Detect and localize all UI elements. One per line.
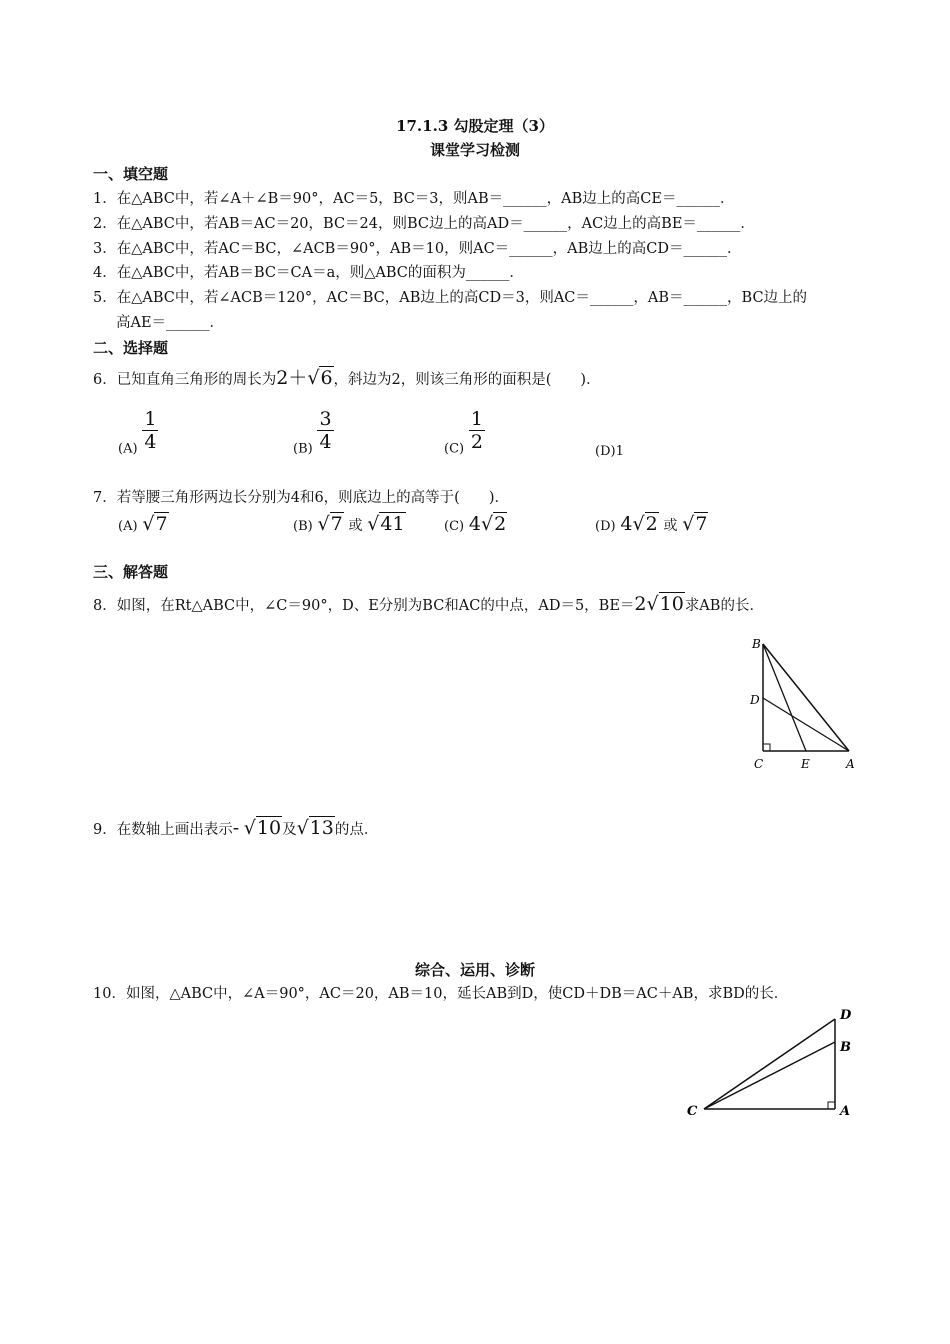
radicand: 10 (659, 593, 684, 615)
sqrt-expr: √7 (142, 513, 168, 535)
radicand: 13 (309, 817, 334, 839)
or-word: 或 (348, 518, 363, 534)
option-c[interactable] (444, 408, 485, 457)
option-label: (B) (293, 441, 313, 457)
triangle-figure-1 (740, 630, 870, 780)
question-text: 在△ABC中，若∠ACB＝120°，AC＝BC，AB边上的高CD＝3，则AC＝______，AB＝______，BC边上的 (116, 290, 808, 306)
label-c: C (687, 1104, 698, 1119)
sqrt-expr: √10 (243, 817, 282, 839)
sqrt-expr: √7 (317, 513, 343, 535)
denominator: 4 (144, 431, 157, 453)
option-c[interactable] (444, 512, 507, 539)
question-3 (93, 239, 742, 259)
sqrt-expr: √2 (480, 513, 507, 535)
right-angle-mark (763, 744, 770, 751)
option-a[interactable] (118, 512, 169, 539)
question-6 (93, 368, 601, 390)
label-e: E (801, 757, 810, 771)
numerator: 1 (470, 408, 483, 430)
question-text: 如图，在Rt△ABC中，∠C＝90°，D、E分别为BC和AC的中点，AD＝5，BE＝ (116, 598, 635, 614)
sqrt-expr: √7 (682, 513, 708, 535)
numerator: 3 (319, 408, 332, 430)
fraction (317, 408, 333, 453)
question-4 (93, 263, 524, 283)
radicand: 6 (320, 367, 333, 389)
coefficient: 4 (468, 513, 481, 535)
question-5 (93, 288, 807, 308)
option-label: (A) (118, 441, 138, 457)
question-number: 2． (93, 216, 117, 232)
option-b[interactable] (293, 408, 334, 457)
question-number: 4． (93, 265, 117, 281)
radicand: 2 (494, 513, 507, 535)
question-text-post: 求AB的长． (684, 598, 764, 614)
question-1 (93, 189, 734, 209)
radicand: 10 (256, 817, 282, 839)
question-number: 10． (93, 986, 126, 1002)
sqrt-expr: √10 (646, 593, 684, 615)
label-d: D (750, 693, 760, 707)
option-b[interactable] (293, 512, 406, 539)
coefficient: 4 (620, 513, 633, 535)
denominator: 2 (470, 431, 483, 453)
sqrt-expr: √6 (307, 367, 333, 389)
question-number: 7． (93, 490, 117, 506)
denominator: 4 (319, 431, 332, 453)
question-number: 5． (93, 290, 117, 306)
or-word: 或 (663, 518, 678, 534)
option-d[interactable] (595, 512, 708, 539)
question-text: 已知直角三角形的周长为 (116, 372, 277, 388)
segment-ba (763, 644, 849, 751)
question-text: 在△ABC中，若∠A＋∠B＝90°，AC＝5，BC＝3，则AB＝______，AB边上的高CE＝______． (116, 191, 735, 207)
option-d[interactable] (595, 442, 624, 462)
coefficient: 2 (634, 593, 647, 615)
expr-two-plus: 2＋ (276, 367, 308, 389)
option-label: (D) (595, 444, 616, 459)
question-text-mid: 及 (282, 822, 297, 838)
segment-cd (704, 1019, 835, 1109)
question-8 (93, 594, 764, 616)
label-a: A (840, 1104, 851, 1119)
question-text: 如图，△ABC中，∠A＝90°，AC＝20，AB＝10，延长AB到D，使CD＋DB＝AC＋AB，求BD的长． (125, 986, 789, 1002)
sqrt-expr: √13 (296, 817, 334, 839)
radicand: 2 (645, 513, 658, 535)
radicand: 41 (380, 513, 405, 535)
question-2 (93, 214, 755, 234)
question-text-post: 的点． (334, 822, 379, 838)
label-b: B (840, 1040, 851, 1055)
label-c: C (754, 757, 764, 771)
triangle-figure-2 (680, 1000, 860, 1130)
question-number: 3． (93, 241, 117, 257)
numerator: 1 (144, 408, 157, 430)
question-text: 若等腰三角形两边长分别为4和6，则底边上的高等于( )． (116, 490, 509, 506)
label-a: A (846, 757, 855, 771)
question-7 (93, 488, 509, 508)
page-title: 17.1.3 勾股定理（3） (396, 117, 554, 135)
question-5-cont: 高AE＝______． (116, 315, 225, 331)
section-solve: 三、解答题 (93, 563, 169, 581)
fraction (142, 408, 158, 453)
question-number: 6． (93, 372, 117, 388)
section-comprehensive: 综合、运用、诊断 (414, 961, 535, 979)
minus-sign: - (232, 817, 240, 839)
option-label: (D) (595, 519, 616, 534)
page-subtitle: 课堂学习检测 (429, 141, 520, 159)
question-text: 在△ABC中，若AB＝AC＝20，BC＝24，则BC边上的高AD＝______，AC边上的高BE＝______． (116, 216, 755, 232)
segment-be (763, 644, 806, 751)
question-number: 1． (93, 191, 117, 207)
sqrt-expr: √41 (367, 513, 405, 535)
label-b: B (752, 637, 761, 651)
question-text-post: ，斜边为2，则该三角形的面积是( )． (333, 372, 601, 388)
radicand: 7 (695, 513, 708, 535)
fraction (469, 408, 485, 453)
section-fill: 一、填空题 (93, 165, 169, 183)
question-number: 8． (93, 598, 117, 614)
question-text: 在△ABC中，若AC＝BC，∠ACB＝90°，AB＝10，则AC＝______，AB边上的高CD＝______． (116, 241, 742, 257)
segment-ad (763, 698, 849, 751)
question-9 (93, 818, 378, 840)
sqrt-expr: √2 (632, 513, 658, 535)
option-label: (C) (444, 441, 465, 457)
right-angle-mark (828, 1102, 835, 1109)
radicand: 7 (330, 513, 343, 535)
radicand: 7 (155, 513, 168, 535)
option-a[interactable] (118, 408, 158, 457)
segment-cb (704, 1042, 835, 1109)
option-label: (A) (118, 519, 138, 534)
option-label: (C) (444, 519, 465, 534)
question-text: 在数轴上画出表示 (116, 822, 233, 838)
label-d: D (840, 1008, 852, 1023)
option-value: 1 (615, 444, 624, 459)
option-label: (B) (293, 519, 313, 534)
question-text: 在△ABC中，若AB＝BC＝CA＝a，则△ABC的面积为______． (116, 265, 524, 281)
question-number: 9． (93, 822, 117, 838)
section-choice: 二、选择题 (93, 339, 169, 357)
